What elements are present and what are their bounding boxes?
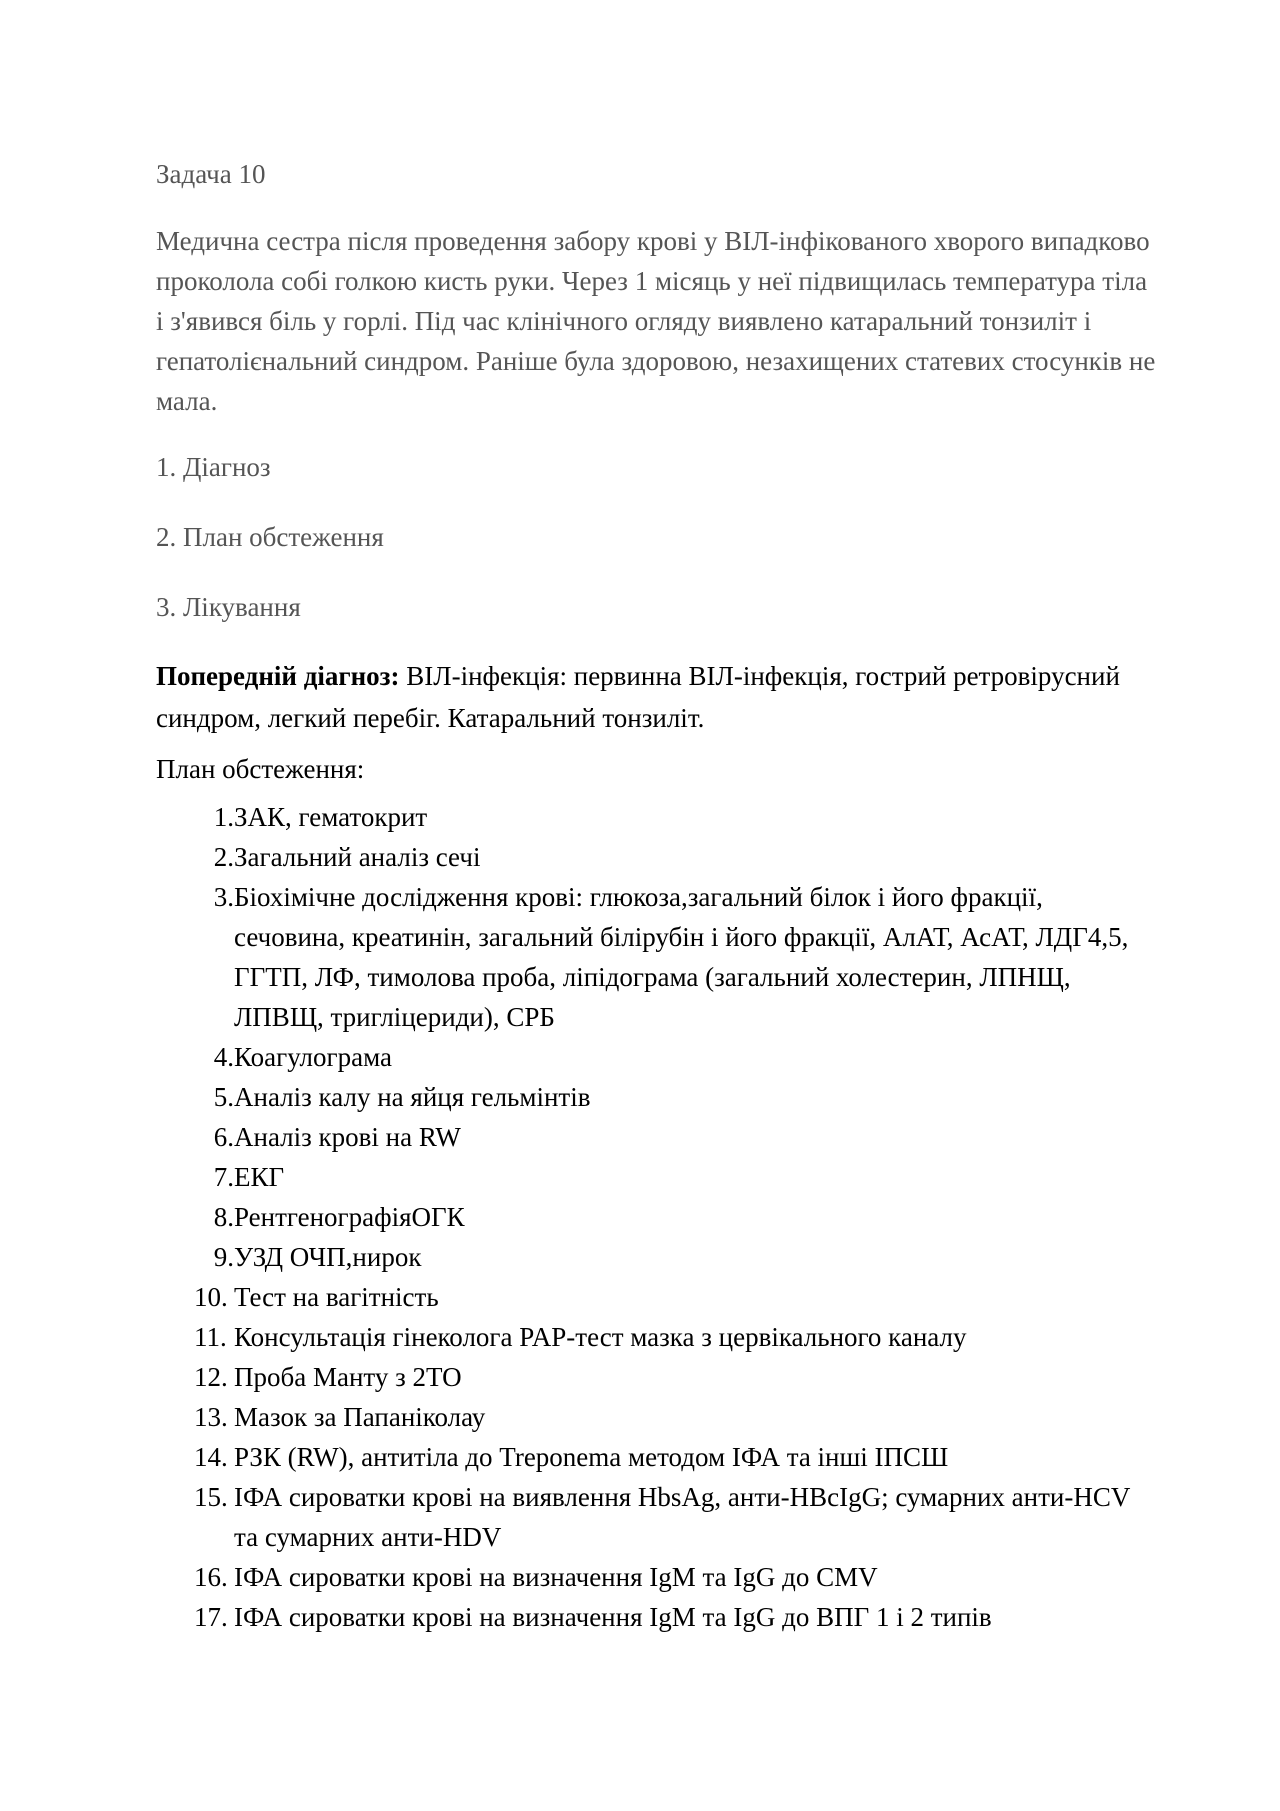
list-item-number: 3. [213, 882, 234, 912]
list-item-number: 7. [213, 1162, 234, 1192]
list-item [156, 1557, 1156, 1597]
list-item [156, 837, 1156, 877]
list-item [156, 1157, 1156, 1197]
list-item [156, 1237, 1156, 1277]
question-examination-plan: 2. План обстеження [156, 522, 384, 552]
list-item-text: ЕКГ [234, 1162, 285, 1192]
list-item-text: Коагулограма [234, 1042, 392, 1072]
list-item [156, 1397, 1156, 1437]
list-item-number: 11. [194, 1322, 227, 1352]
list-item-text: Аналіз крові на RW [234, 1122, 461, 1152]
list-item-number: 8. [213, 1202, 234, 1232]
plan-heading: План обстеження: [156, 754, 365, 784]
list-item-number: 16. [194, 1562, 228, 1592]
diagnosis-label: Попередній діагноз: [156, 661, 400, 691]
list-item-text: ІФА сироватки крові на визначення IgM та IgG до CMV [234, 1562, 878, 1592]
examination-plan-list [156, 797, 1156, 1637]
list-item-number: 15. [194, 1482, 228, 1512]
list-item-text: УЗД ОЧП,нирок [234, 1242, 422, 1272]
list-item-text: Проба Манту з 2ТО [234, 1362, 462, 1392]
list-item-number: 12. [194, 1362, 228, 1392]
list-item-number: 17. [194, 1602, 228, 1632]
list-item [156, 1357, 1156, 1397]
list-item-number: 5. [213, 1082, 234, 1112]
list-item-text: ІФА сироватки крові на визначення IgM та IgG до ВПГ 1 і 2 типів [234, 1602, 992, 1632]
list-item [156, 1437, 1156, 1477]
list-item-number: 4. [213, 1042, 234, 1072]
list-item-number: 14. [194, 1442, 228, 1472]
list-item-number: 6. [213, 1122, 234, 1152]
list-item-text: Біохімічне дослідження крові: глюкоза,загальний білок і його фракції, сечовина, креатинін, загальний білірубін і його фракції, АлАТ, АсАТ, ЛДГ4,5, ГГТП, ЛФ, тимолова проба, ліпідограма (загальний холестерин, ЛПНЩ, ЛПВЩ, тригліцериди), СРБ [234, 882, 1129, 1032]
list-item-text: Консультація гінеколога PAP-тест мазка з цервікального каналу [234, 1322, 967, 1352]
diagnosis-text: ВІЛ-інфекція: первинна ВІЛ-інфекція, гострий ретровірусний синдром, легкий перебіг. Катаральний тонзиліт. [156, 661, 1120, 733]
list-item [156, 1597, 1156, 1637]
document-content [156, 154, 1156, 1637]
list-item [156, 877, 1156, 1037]
list-item [156, 797, 1156, 837]
list-item-text: Мазок за Папаніколау [234, 1402, 486, 1432]
list-item-number: 2. [213, 842, 234, 872]
list-item-text: Тест на вагітність [234, 1282, 439, 1312]
list-item [156, 1477, 1156, 1557]
list-item-number: 13. [194, 1402, 228, 1432]
case-description: Медична сестра після проведення забору крові у ВІЛ-інфікованого хворого випадково проколола собі голкою кисть руки. Через 1 місяць у неї підвищилась температура тіла і з'явився біль у горлі. Під час клінічного огляду виявлено катаральний тонзиліт і гепатолієнальний синдром. Раніше була здоровою, незахищених статевих стосунків не мала. [156, 226, 1156, 416]
list-item-text: Загальний аналіз сечі [234, 842, 481, 872]
list-item-text: ЗАК, гематокрит [234, 802, 428, 832]
question-treatment: 3. Лікування [156, 592, 301, 622]
list-item [156, 1037, 1156, 1077]
list-item-text: РентгенографіяОГК [234, 1202, 465, 1232]
list-item [156, 1077, 1156, 1117]
list-item-text: РЗК (RW), антитіла до Treponema методом ІФА та інші ІПСШ [234, 1442, 949, 1472]
list-item [156, 1117, 1156, 1157]
list-item-number: 10. [194, 1282, 228, 1312]
preliminary-diagnosis [156, 655, 1156, 739]
list-item-number: 9. [213, 1242, 234, 1272]
list-item [156, 1277, 1156, 1317]
list-item [156, 1317, 1156, 1357]
list-item-text: ІФА сироватки крові на виявлення HbsAg, анти-HBcIgG; сумарних анти-HCV та сумарних анти-HDV [234, 1482, 1130, 1552]
list-item-text: Аналіз калу на яйця гельмінтів [234, 1082, 591, 1112]
list-item-number: 1. [213, 802, 234, 832]
list-item [156, 1197, 1156, 1237]
task-title: Задача 10 [156, 159, 266, 189]
question-diagnosis: 1. Діагноз [156, 452, 271, 482]
